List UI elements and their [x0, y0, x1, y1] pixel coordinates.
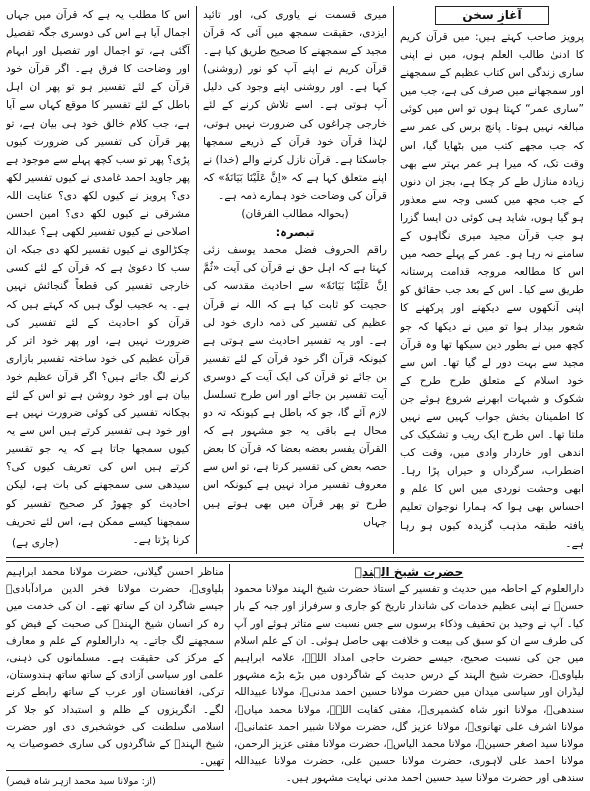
boxed-article-text: دارالعلوم کے احاطہ میں حدیث و تفسیر کے استاذ حضرت شیخ الہند مولانا محمود حسنؒ نے اپنی عظیم خدمات کی شاندار تاریخ کو جاری و سرفراز اور جبہ کے بار کیا۔ آپ نے وحید بن تحقیف وذکاء برسوں سے جس نسبت سے متاثر ہوئے اور آپ کی طرف سے ان کو سبق کی بیعت و خلافت بھی حاصل ہوئی۔ ان کے علم اسلام میں جن کی نسبت صحیح، جیسے حضرت حاجی امداد اللہؒ، علامہ ابراہیم بلیاویؒ، حضرت شیخ الہند کے درس حدیث کے شاگردوں میں بڑے بڑے مشہور لیڈران اور سیاسی میدان میں حضرت مولانا حسین احمد مدنیؒ، مولانا عبیداللہ سندھیؒ، مولانا انور شاہ کشمیریؒ، مفتی کفایت اللہؒ، مولانا محمد میاںؒ، مولانا اشرف علی تھانویؒ، مولانا عزیز گل، حضرت مولانا شبیر احمد عثمانیؒ، مولانا سید اصغر حسینؒ، مولانا محمد الیاسؒ، حضرت مولانا مفتی عزیز الرحمن، مولانا احمد علی لاہوری، حضرت مولانا حسین علی، حضرت مولانا عبیداللہ سندھی اور حضرت مولانا سید حسین احمد مدنی نہایت مشہور ہیں۔ [234, 583, 584, 785]
column-right-text: پرویز صاحب کہتے ہیں: میں قرآن کریم کا ادنیٰ طالب العلم ہوں، میں نے اپنی ساری زندگی اس کتاب عظیم کے سمجھنے اور سمجھانے میں صرف کی ہے، جب میں ”ساری عمر“ کہتا ہوں تو اس میں کوئی مبالغہ نہیں ہوتا۔ پانچ برس کی عمر سے کہ جب مجھے کتب میں بٹھایا گیا، اس وقت تک، کہ میرا ہر عمر بہتر سے بھی زیادہ منازل طے کر چکا ہے، بجز ان دنوں کے جب مجھ میں کسی وجہ سے معذور ہو گیا ہوں، شاید ہی کوئی دن ایسا گزرا ہو جب قرآن مجید میری نگاہوں کے سامنے نہ رہا ہو۔ عمر کے پہلے حصہ میں اس کا مطالعہ مروجہ قدامت پرستانہ طریق سے کیا۔ اس کے بعد جب حقائق کو اپنی آنکھوں سے دیکھنے اور پرکھنے کا شعور بیدار ہوا تو میں نے دیکھا کہ جو کچھ میں نے بطور دین سیکھا تھا وہ قرآن مجید سے بہت دور لے گیا تھا۔ اس سے خود اسلام کے متعلق طرح طرح کے شکوک و شبہات ابھرنے شروع ہوئے جن کا اطمینان بخش جواب کہیں سے نہیں ملتا تھا۔ اس طرح ایک ریب و تشکیک کی اندھی اور خاردار وادی میں، وقت کب اضطراب، سرگرداں و حیراں پڑا رہا۔ ابھی وحشت نوردی میں اس کا علم و احساس بھی ہوا کہ ہمارا نوجوان تعلیم یافتہ طبقہ مذہب گزیدہ کیوں ہو رہا ہے۔ [400, 31, 584, 550]
column-left-text: اس کا مطلب یہ ہے کہ قرآن میں جہاں اجمال آیا ہے اس کی دوسری جگہ تفصیل آگئی ہے، تو اجمال اور تفصیل اور ابہام اور وضاحت کا فرق ہے۔ اگر قرآن خود قرآن کے لئے تفسیر ہو تو پھر ان اہل باطل کے لئے تفسیر کا موقع کہاں سے آیا ہے، جب کلام خالق خود ہی بیان ہے، تو پھر قرآن کی تفسیر کی ضرورت کیوں پڑی؟ پھر تو سب کچھ پہلے سے موجود ہے پھر جاوید احمد غامدی نے کیوں تفسیر لکھ دی؟ پرویز نے کیوں لکھ دی؟ عنایت اللہ مشرقی نے کیوں لکھ دی؟ امین احسن اصلاحی نے کیوں تفسیر لکھی ہے؟ عبداللہ چکڑالوی نے کیوں تفسیر لکھ دی جبکہ ان سب کا دعویٰ ہے کہ قرآن کے لئے کسی خارجی تفسیر کی قطعاً گنجائش نہیں ہے۔ یہ عجیب لوگ ہیں کہ کہتے ہیں کہ قرآن کو احادیث کے لئے تفسیر کی ضرورت نہیں ہے، اور پھر خود اتر کر قرآن عظیم کی خود ساختہ تفسیر بازاری کرنے لگ جاتے ہیں؟ اگر قرآن عظیم خود بیان ہے اور خود روشن ہے تو اس کے لئے بچکانہ تفسیر کی کوئی ضرورت نہیں ہے اور خود ہی تفسیر کرتے ہیں اس سے یہ کیوں سمجھا جاتا ہے کہ یہ جو تفسیر کرتے ہیں اس کی تعریف کیوں کی؟ سیدھی سی سمجھنے کی بات ہے، لیکن احادیث کو چھوڑ کر صحیح تفسیر کو سمجھنا کیسے ممکن ہے، اس لئے تحریف کرنا پڑتا ہے۔ [6, 9, 190, 546]
column-middle-text: میری قسمت نے یاوری کی، اور تائید ایزدی، حقیقت سمجھ میں آئی کہ قرآن مجید کے سمجھنے کا صحیح طریق کیا ہے۔ قرآن کریم نے اپنے آپ کو نور (روشنی) کہا ہے۔ اور روشنی اپنے وجود کی دلیل آپ ہوتی ہے۔ اسے تلاش کرنے کے لئے خارجی چراغوں کی ضرورت نہیں ہوتی، لہٰذا قرآن خود قرآن کے ذریعے سمجھا جاسکتا ہے۔ قرآن نازل کرنے والے (خدا) نے اپنے متعلق کہا ہے کہ «اِنَّ عَلَیْنَا بَیَانَهٗ» کہ قرآن کی وضاحت خود ہمارے ذمہ ہے۔ [203, 9, 387, 202]
article-columns [6, 6, 584, 554]
continued-marker: (جاری ہے) [12, 537, 59, 549]
column-divider [229, 564, 230, 770]
column-middle-text-2: راقم الحروف فضل محمد یوسف زئی کہتا ہے کہ اہل حق نے قرآن کی آیت «ثُمَّ اِنَّ عَلَیْنَا بَیَانَهٗ» سے احادیث مقدسہ کی حجیت کو ثابت کیا ہے کہ اللہ نے قرآن عظیم کی تفسیر کی ذمہ داری خود لی ہے۔ اور یہ تفسیر احادیث سے ہوتی ہے کیونکہ قرآن اگر خود قرآن کے لئے تفسیر بن جائے تو قرآن کی ایک آیت کے دوسری آیت تفسیر بن جائے اور اس طرح تسلسل لازم آئے گا، جو کہ باطل ہے کیونکہ تہ دو محال ہے باقی یہ جو مشہور ہے کہ القرآن یفسر بعضه بعضا کہ قرآن کا بعض حصہ بعض کی تفسیر کرتا ہے، تو اس سے معروف تفسیر مراد نہیں ہے کیونکہ اس طرح تو پھر قرآن میں بھی ہوتے ہیں جہاں [203, 244, 387, 528]
section-title: آغازِ سخن [435, 6, 549, 25]
subheading-review: تبصرہ: [275, 225, 315, 240]
column-middle [203, 6, 387, 554]
credit-divider [6, 770, 224, 790]
section-rule [6, 557, 584, 558]
boxed-article-left [6, 564, 224, 791]
reference-note: (بحوالہ مطالب الفرقان) [241, 208, 349, 221]
boxed-article-right [234, 564, 584, 788]
author-credit: (از: مولانا سید محمد ازہر شاہ قیصر) [6, 776, 156, 788]
column-left [6, 6, 190, 554]
column-divider [196, 6, 197, 554]
column-right [400, 6, 584, 554]
section-rule [6, 561, 584, 562]
boxed-article-heading: حضرت شیخ الہندؒ [354, 565, 464, 579]
boxed-article [6, 564, 584, 788]
magazine-page [6, 6, 584, 788]
column-divider [393, 6, 394, 554]
boxed-article-text-2: مناظر احسن گیلانی، حضرت مولانا محمد ابراہیم بلیاویؒ، حضرت مولانا فخر الدین مرادآبادیؒ جیسے شاگرد ان کے ساتھ تھے۔ ان کی خدمت میں رہ کر انسان شیخ الہندؒ کی صحبت کے فیض کو سمجھنے لگ جاتے۔ یہ دارالعلوم کے علم و معارف کے مرکز کی حقیقت ہے۔ مسلمانوں کی ذہنی، علمی اور سیاسی آزادی کے ساتھ ساتھ ہندوستان، ترکی، افغانستان اور عرب کے ساتھ رابطے کرنے لگے۔ انگریزوں کے ظلم و استبداد کو جلا کر اسلامی سلطنت کی خوشخبری دی اور حضرت شیخ الہندؒ کے شاگردوں کی ساری خصوصیات یہ تھیں۔ [6, 566, 224, 768]
